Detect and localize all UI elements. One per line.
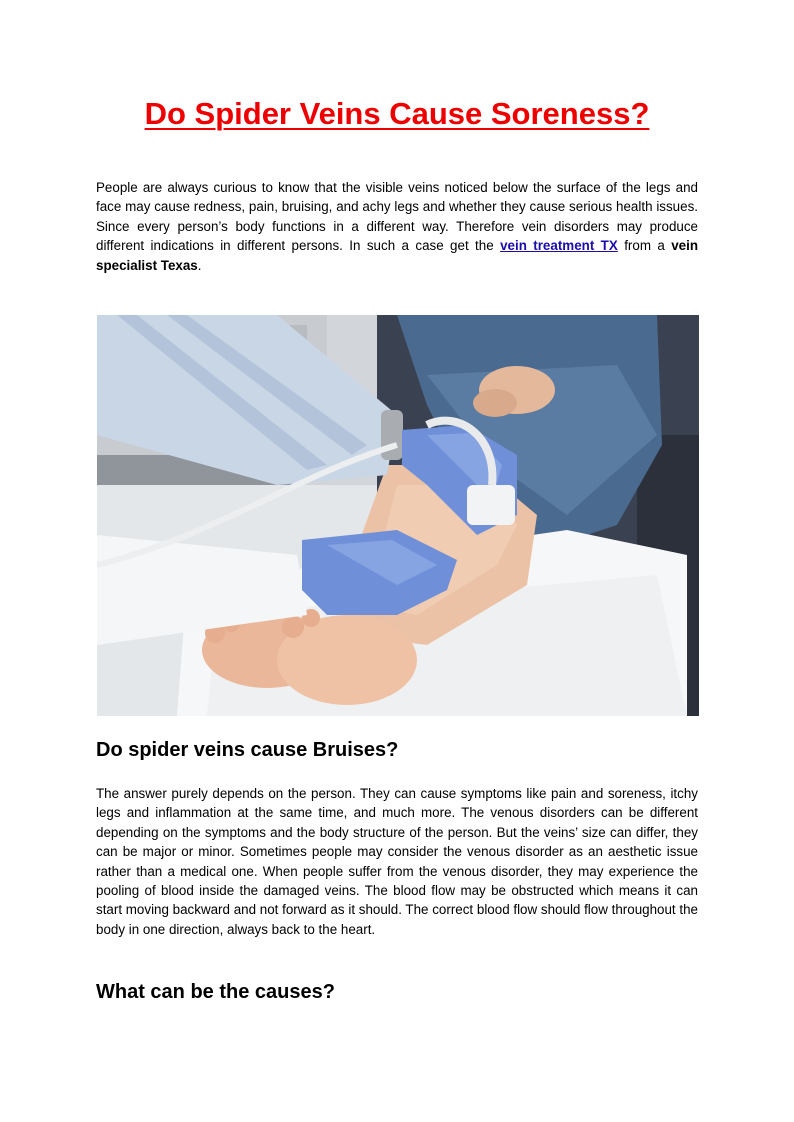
intro-paragraph	[96, 178, 698, 275]
intro-text-end: .	[197, 257, 202, 273]
section-paragraph-bruises: The answer purely depends on the person. They can cause symptoms like pain and soreness, itchy legs and inflammation at the same time, and much more. The venous disorders can be different depending on the symptoms and the body structure of the person. But the veins’ size can differ, they can be major or minor. Sometimes people may consider the venous disorder as an aesthetic issue rather than a medical one. When people suffer from the venous disorder, they may experience the pooling of blood inside the damaged veins. The blood flow may be obstructed which means it can start moving backward and not forward as it should. The correct blood flow should flow throughout the body in one direction, always back to the heart.	[96, 786, 698, 937]
section-heading-causes: What can be the causes?	[96, 981, 335, 1003]
intro-text-middle: from a	[617, 238, 672, 254]
intro-text: People are always curious to know that the visible veins noticed below the surface of the legs and face may cause redness, pain, bruising, and achy legs and whether they cause serious health issues. Since every person’s body functions in a different way. Therefore vein disorders may produce different indications in different persons. In such a case get the	[96, 180, 698, 254]
vein-specialist-text: vein specialist Texas	[96, 238, 698, 273]
vein-ultrasound-photo	[97, 315, 699, 716]
section-heading-bruises: Do spider veins cause Bruises?	[96, 739, 399, 761]
vein-treatment-link[interactable]: vein treatment TX	[500, 238, 618, 254]
page-title: Do Spider Veins Cause Soreness?	[144, 96, 650, 131]
